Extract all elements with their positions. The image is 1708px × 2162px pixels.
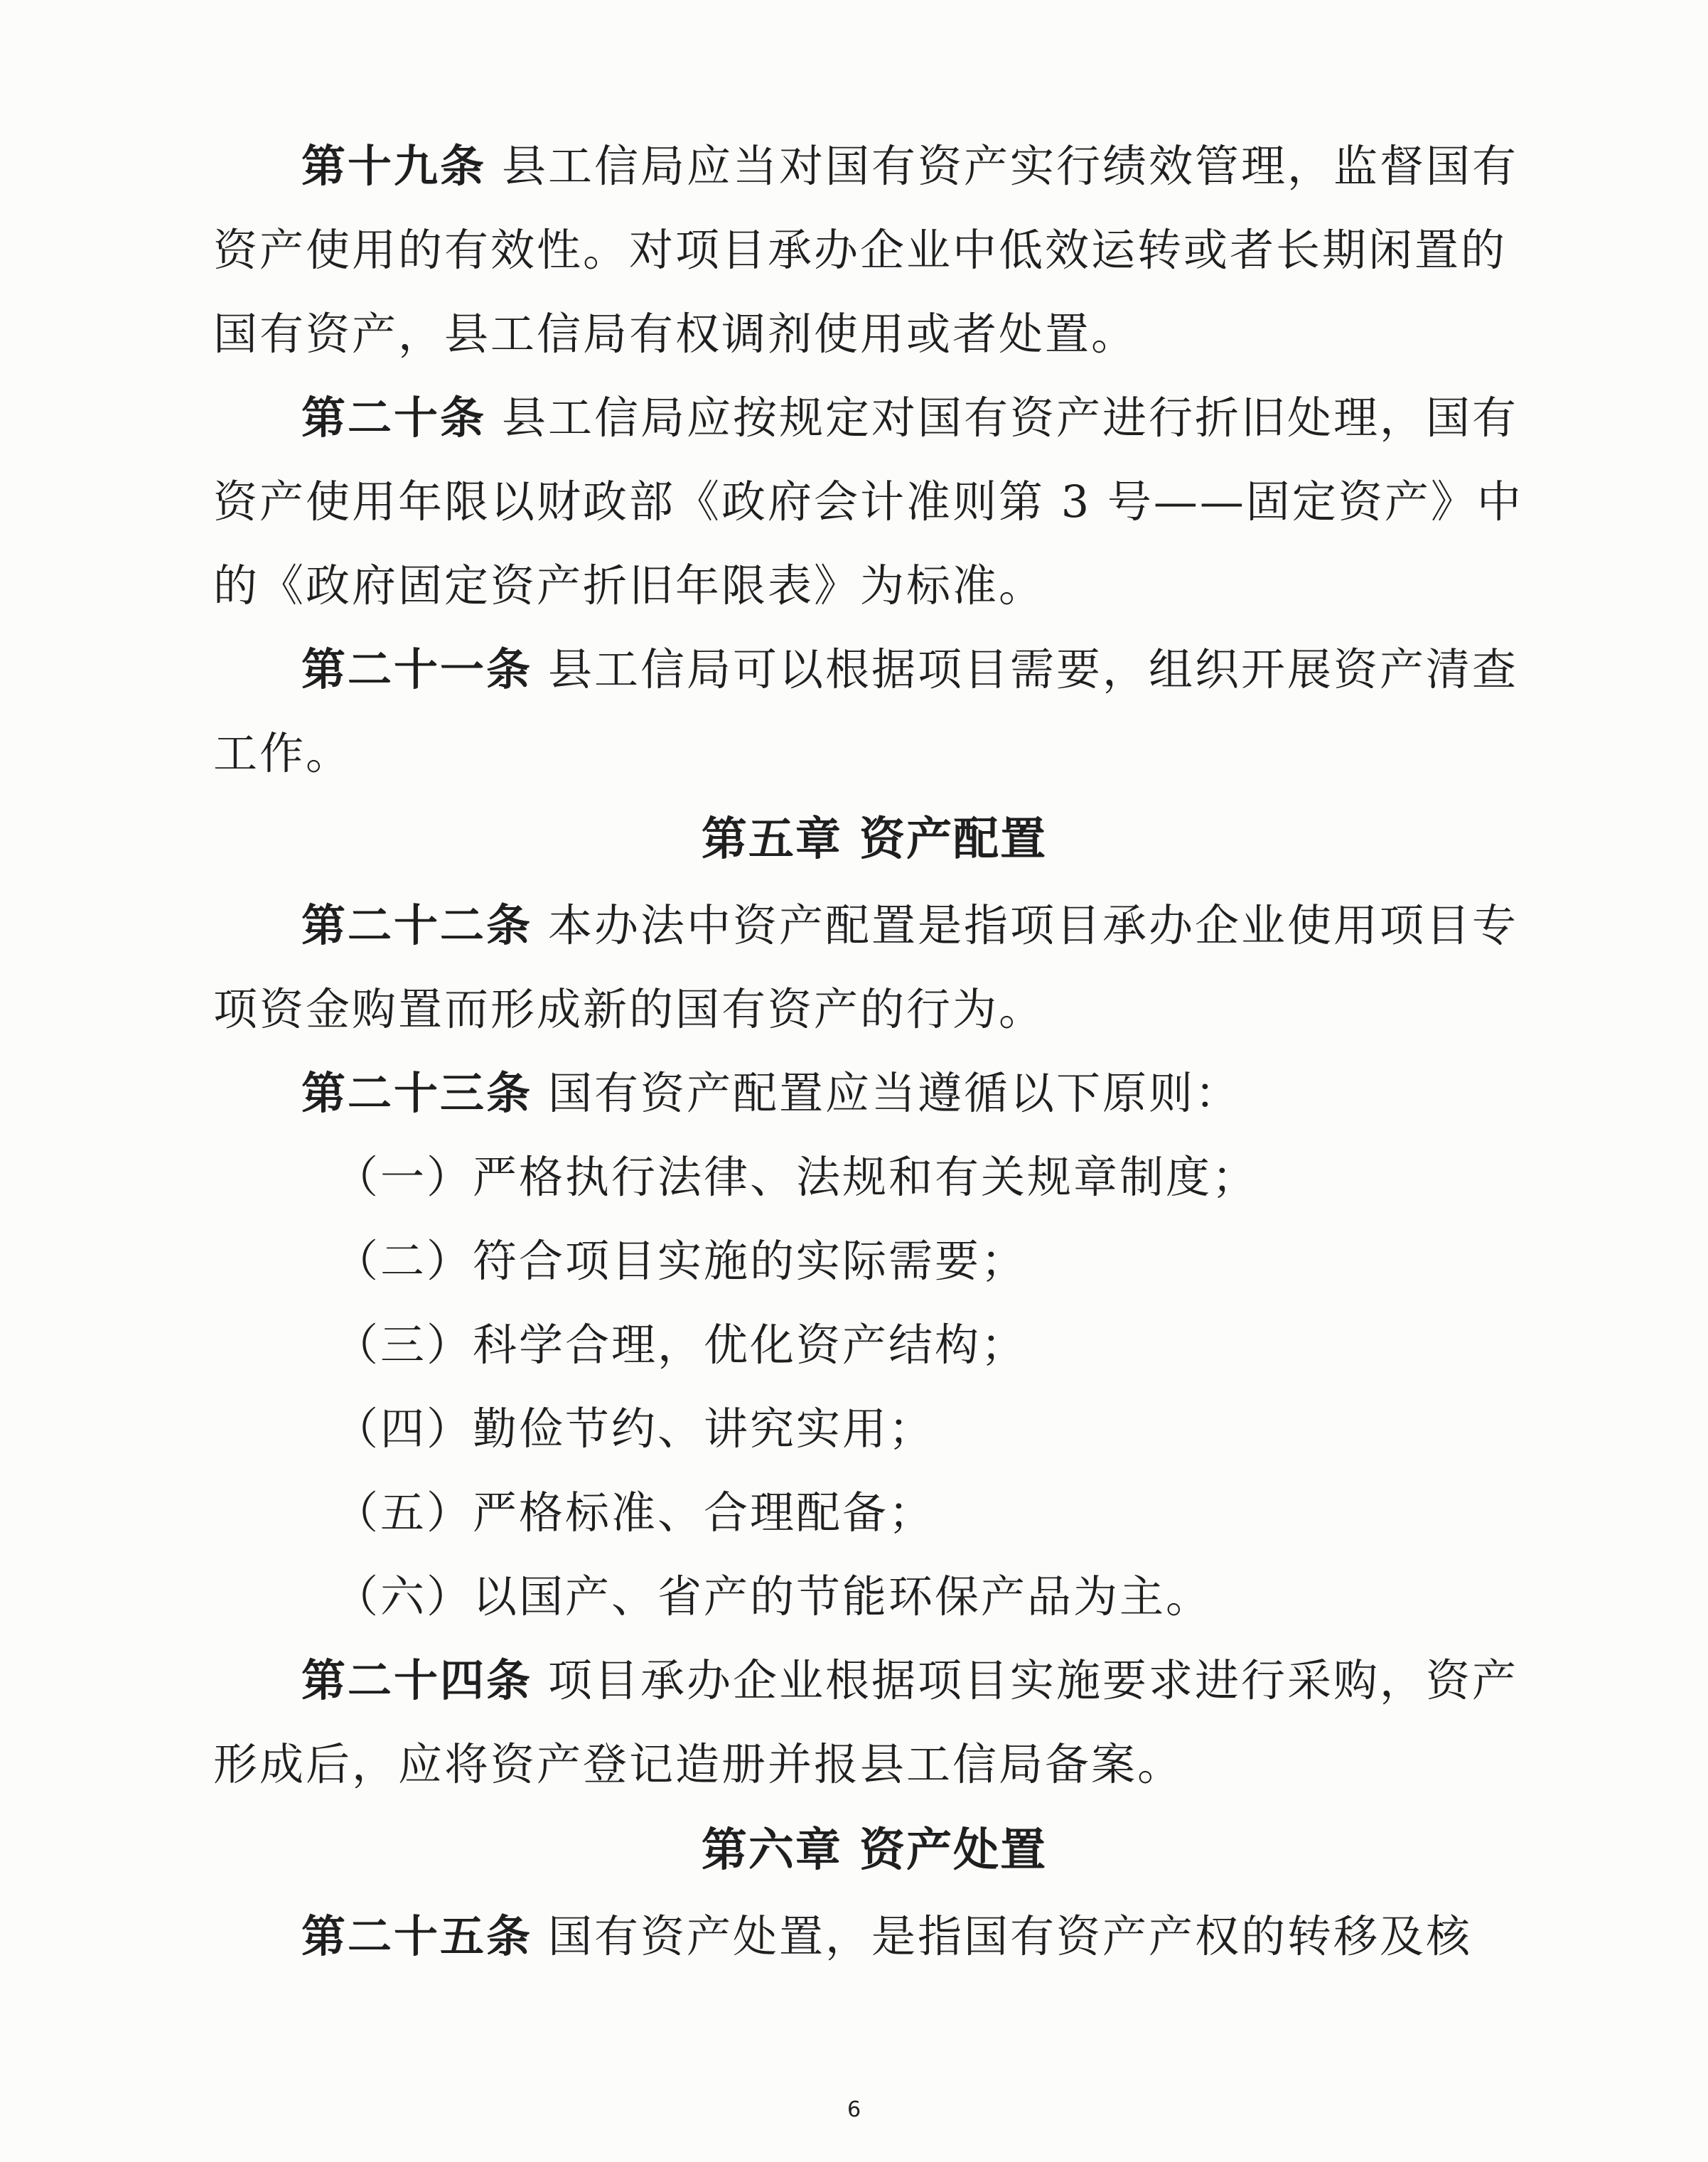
article-25-text: 国有资产处置，是指国有资产产权的转移及核	[548, 1910, 1473, 1962]
article-23-item-5: （五）严格标准、合理配备；	[334, 1487, 935, 1538]
article-25-label: 第二十五条	[301, 1910, 533, 1962]
article-23-item-1: （一）严格执行法律、法规和有关规章制度；	[334, 1151, 1259, 1203]
article-23-item-2: （二）符合项目实施的实际需要；	[334, 1235, 1028, 1287]
article-22-label: 第二十二条	[301, 899, 533, 951]
article-19	[213, 124, 1535, 376]
article-24-label: 第二十四条	[301, 1654, 533, 1706]
article-23	[213, 1051, 1535, 1135]
article-19-label: 第十九条	[301, 140, 487, 192]
article-23-item-3: （三）科学合理，优化资产结构；	[334, 1319, 1028, 1371]
article-23-text: 国有资产配置应当遵循以下原则：	[548, 1067, 1242, 1119]
article-22	[213, 884, 1535, 1051]
article-21-label: 第二十一条	[301, 643, 533, 695]
document-body	[213, 124, 1535, 1979]
chapter-5-title: 第五章 资产配置	[701, 813, 1048, 866]
article-20	[213, 376, 1535, 628]
article-21	[213, 628, 1535, 796]
article-24	[213, 1639, 1535, 1807]
article-20-label: 第二十条	[301, 392, 487, 444]
article-23-item-6: （六）以国产、省产的节能环保产品为主。	[334, 1570, 1213, 1622]
article-23-item-4: （四）勤俭节约、讲究实用；	[334, 1403, 935, 1455]
article-21-text: 县工信局可以根据项目需要，组织开展资产清查工作。	[213, 643, 1519, 779]
chapter-6-title: 第六章 资产处置	[701, 1824, 1048, 1877]
article-25	[213, 1895, 1535, 1979]
article-20-text: 县工信局应按规定对国有资产进行折旧处理，国有资产使用年限以财政部《政府会计准则第 3 号——固定资产》中的《政府固定资产折旧年限表》为标准。	[213, 392, 1523, 611]
article-22-text: 本办法中资产配置是指项目承办企业使用项目专项资金购置而形成新的国有资产的行为。	[213, 899, 1519, 1035]
page-number: 6	[847, 2097, 861, 2122]
article-19-text: 县工信局应当对国有资产实行绩效管理，监督国有资产使用的有效性。对项目承办企业中低效运转或者长期闲置的国有资产，县工信局有权调剂使用或者处置。	[213, 140, 1519, 360]
article-24-text: 项目承办企业根据项目实施要求进行采购，资产形成后，应将资产登记造册并报县工信局备案。	[213, 1654, 1519, 1790]
article-23-label: 第二十三条	[301, 1067, 533, 1119]
